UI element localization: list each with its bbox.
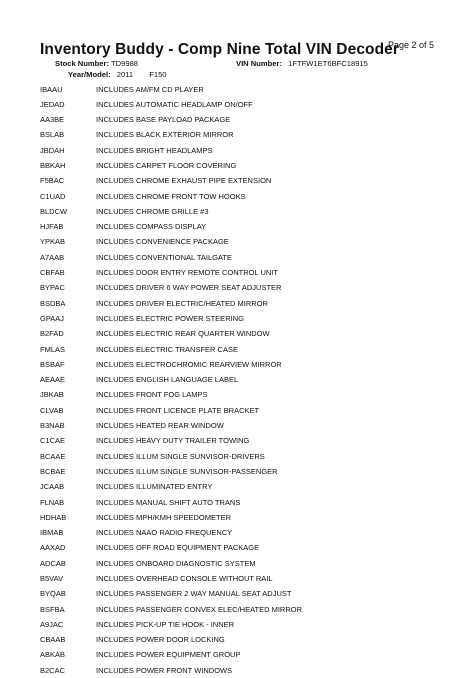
option-code: BSLAB xyxy=(40,127,96,142)
option-row xyxy=(40,357,440,372)
option-description: INCLUDES CARPET FLOOR COVERING xyxy=(96,158,440,173)
option-code: GPAAJ xyxy=(40,311,96,326)
option-code: FLNAB xyxy=(40,495,96,510)
option-code: BCBAE xyxy=(40,464,96,479)
option-code: B2CAC xyxy=(40,663,96,678)
option-code: C1CAE xyxy=(40,433,96,448)
option-row xyxy=(40,464,440,479)
option-description: INCLUDES ELECTRIC POWER STEERING xyxy=(96,311,440,326)
option-description: INCLUDES ILLUM SINGLE SUNVISOR-PASSENGER xyxy=(96,464,440,479)
option-code: B3NAB xyxy=(40,418,96,433)
option-row xyxy=(40,586,440,601)
option-row xyxy=(40,280,440,295)
option-code: ADCAB xyxy=(40,556,96,571)
option-description: INCLUDES CONVENTIONAL TAILGATE xyxy=(96,250,440,265)
option-description: INCLUDES DOOR ENTRY REMOTE CONTROL UNIT xyxy=(96,265,440,280)
option-code: BBKAH xyxy=(40,158,96,173)
option-description: INCLUDES CHROME FRONT TOW HOOKS xyxy=(96,189,440,204)
option-code-list xyxy=(40,82,440,678)
option-description: INCLUDES DRIVER 6 WAY POWER SEAT ADJUSTER xyxy=(96,280,440,295)
option-code: FMLAS xyxy=(40,342,96,357)
option-description: INCLUDES MPH/KMH SPEEDOMETER xyxy=(96,510,440,525)
option-description: INCLUDES FRONT FOG LAMPS xyxy=(96,387,440,402)
stock-number-label: Stock Number: xyxy=(55,59,109,68)
option-code: A7AAB xyxy=(40,250,96,265)
option-row xyxy=(40,403,440,418)
option-code: B2FAD xyxy=(40,326,96,341)
option-description: INCLUDES ONBOARD DIAGNOSTIC SYSTEM xyxy=(96,556,440,571)
option-row xyxy=(40,372,440,387)
option-code: C1UAD xyxy=(40,189,96,204)
option-description: INCLUDES NAAO RADIO FREQUENCY xyxy=(96,525,440,540)
option-code: AAXAD xyxy=(40,540,96,555)
option-code: CBFAB xyxy=(40,265,96,280)
option-row xyxy=(40,495,440,510)
option-row xyxy=(40,540,440,555)
option-description: INCLUDES POWER FRONT WINDOWS xyxy=(96,663,440,678)
option-row xyxy=(40,571,440,586)
option-code: CBAAB xyxy=(40,632,96,647)
option-description: INCLUDES CHROME EXHAUST PIPE EXTENSION xyxy=(96,173,440,188)
vin-number xyxy=(236,59,368,68)
option-row xyxy=(40,342,440,357)
option-code: CLVAB xyxy=(40,403,96,418)
option-row xyxy=(40,265,440,280)
option-description: INCLUDES ILLUM SINGLE SUNVISOR-DRIVERS xyxy=(96,449,440,464)
option-description: INCLUDES MANUAL SHIFT AUTO TRANS xyxy=(96,495,440,510)
option-description: INCLUDES BRIGHT HEADLAMPS xyxy=(96,143,440,158)
option-description: INCLUDES CONVENIENCE PACKAGE xyxy=(96,234,440,249)
option-description: INCLUDES BASE PAYLOAD PACKAGE xyxy=(96,112,440,127)
page-indicator: Page 2 of 5 xyxy=(388,40,434,50)
option-row xyxy=(40,204,440,219)
option-code: HDHAB xyxy=(40,510,96,525)
option-row xyxy=(40,158,440,173)
vin-number-value: 1FTFW1ET6BFC18915 xyxy=(288,59,368,68)
option-description: INCLUDES DRIVER ELECTRIC/HEATED MIRROR xyxy=(96,296,440,311)
option-code: JCAAB xyxy=(40,479,96,494)
option-description: INCLUDES PASSENGER CONVEX ELEC/HEATED MIRROR xyxy=(96,602,440,617)
option-code: BCAAE xyxy=(40,449,96,464)
option-code: ABKAB xyxy=(40,647,96,662)
option-row xyxy=(40,556,440,571)
option-row xyxy=(40,219,440,234)
option-description: INCLUDES CHROME GRILLE #3 xyxy=(96,204,440,219)
option-row xyxy=(40,189,440,204)
option-row xyxy=(40,82,440,97)
option-row xyxy=(40,602,440,617)
model-value: F150 xyxy=(149,70,166,79)
option-row xyxy=(40,433,440,448)
option-row xyxy=(40,326,440,341)
option-code: IBMAB xyxy=(40,525,96,540)
vin-number-label: VIN Number: xyxy=(236,59,282,68)
option-row xyxy=(40,234,440,249)
option-description: INCLUDES OVERHEAD CONSOLE WITHOUT RAIL xyxy=(96,571,440,586)
option-row xyxy=(40,647,440,662)
option-code: A9JAC xyxy=(40,617,96,632)
option-row xyxy=(40,143,440,158)
option-code: BYPAC xyxy=(40,280,96,295)
option-description: INCLUDES AM/FM CD PLAYER xyxy=(96,82,440,97)
year-value: 2011 xyxy=(117,70,133,79)
option-description: INCLUDES ELECTROCHROMIC REARVIEW MIRROR xyxy=(96,357,440,372)
stock-number xyxy=(55,59,138,68)
document-title: Inventory Buddy - Comp Nine Total VIN Decoder xyxy=(40,41,399,59)
option-row xyxy=(40,418,440,433)
option-description: INCLUDES ENGLISH LANGUAGE LABEL xyxy=(96,372,440,387)
year-model-label: Year/Model: xyxy=(68,70,111,79)
option-code: HJFAB xyxy=(40,219,96,234)
stock-number-value: TD9988 xyxy=(111,59,138,68)
option-code: JBKAB xyxy=(40,387,96,402)
option-row xyxy=(40,296,440,311)
option-description: INCLUDES COMPASS DISPLAY xyxy=(96,219,440,234)
option-code: JEDAD xyxy=(40,97,96,112)
option-row xyxy=(40,97,440,112)
option-code: B5VAV xyxy=(40,571,96,586)
option-row xyxy=(40,479,440,494)
option-code: BSFBA xyxy=(40,602,96,617)
year-model xyxy=(68,70,167,79)
option-code: BLDCW xyxy=(40,204,96,219)
option-description: INCLUDES HEATED REAR WINDOW xyxy=(96,418,440,433)
option-code: BSDBA xyxy=(40,296,96,311)
option-description: INCLUDES ILLUMINATED ENTRY xyxy=(96,479,440,494)
option-description: INCLUDES FRONT LICENCE PLATE BRACKET xyxy=(96,403,440,418)
option-row xyxy=(40,112,440,127)
option-description: INCLUDES ELECTRIC REAR QUARTER WINDOW xyxy=(96,326,440,341)
option-row xyxy=(40,617,440,632)
option-code: AA3BE xyxy=(40,112,96,127)
option-row xyxy=(40,127,440,142)
option-description: INCLUDES PASSENGER 2 WAY MANUAL SEAT ADJUST xyxy=(96,586,440,601)
option-description: INCLUDES OFF ROAD EQUIPMENT PACKAGE xyxy=(96,540,440,555)
option-row xyxy=(40,449,440,464)
option-row xyxy=(40,250,440,265)
option-code: AEAAE xyxy=(40,372,96,387)
option-row xyxy=(40,525,440,540)
option-code: JBDAH xyxy=(40,143,96,158)
option-description: INCLUDES BLACK EXTERIOR MIRROR xyxy=(96,127,440,142)
option-code: IBAAU xyxy=(40,82,96,97)
option-description: INCLUDES ELECTRIC TRANSFER CASE xyxy=(96,342,440,357)
option-code: YPKAB xyxy=(40,234,96,249)
option-description: INCLUDES HEAVY DUTY TRAILER TOWING xyxy=(96,433,440,448)
option-row xyxy=(40,632,440,647)
option-row xyxy=(40,510,440,525)
option-description: INCLUDES AUTOMATIC HEADLAMP ON/OFF xyxy=(96,97,440,112)
option-description: INCLUDES PICK-UP TIE HOOK - INNER xyxy=(96,617,440,632)
option-row xyxy=(40,663,440,678)
option-code: F5BAC xyxy=(40,173,96,188)
option-row xyxy=(40,173,440,188)
option-description: INCLUDES POWER EQUIPMENT GROUP xyxy=(96,647,440,662)
option-description: INCLUDES POWER DOOR LOCKING xyxy=(96,632,440,647)
option-row xyxy=(40,311,440,326)
option-row xyxy=(40,387,440,402)
option-code: BSBAF xyxy=(40,357,96,372)
option-code: BYQAB xyxy=(40,586,96,601)
